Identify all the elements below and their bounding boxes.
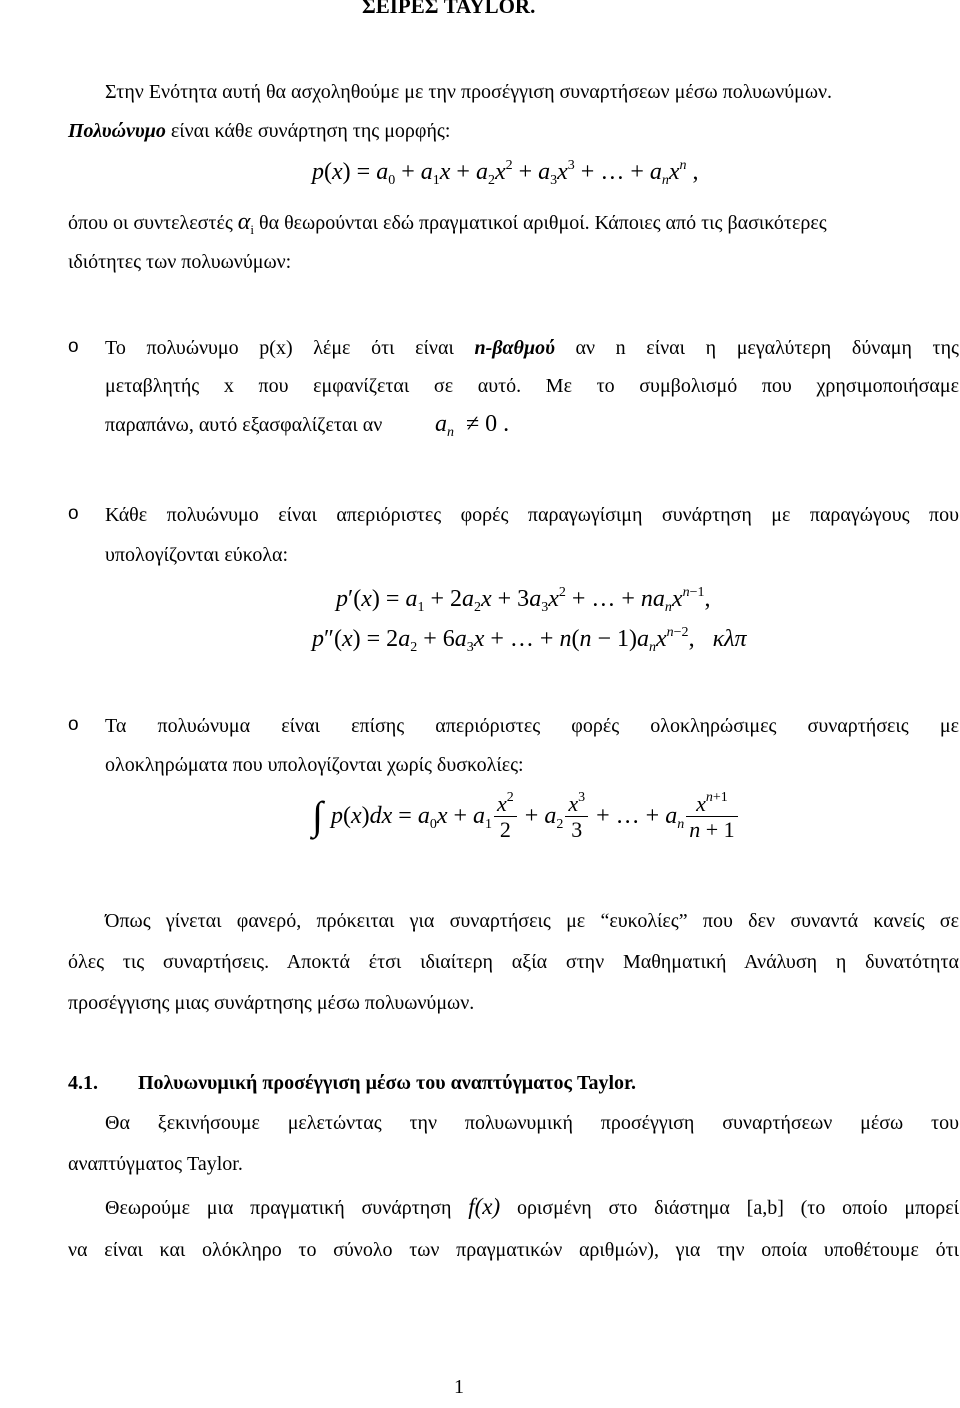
integral-formula: ∫ $p(x)dx = a_0x + a_1$ $\frac{x^2}{2}$ + $a_2$ $\frac{x^3}{3}$ + … + $a_n$ $\frac{x^{n+1}}{n + 1}$	[312, 792, 740, 843]
bullet-1-line-3: παραπάνω, αυτό εξασφαλίζεται αν	[105, 414, 383, 436]
alpha-symbol: α	[237, 209, 251, 235]
conclusion-line-1: Όπως γίνεται φανερό, πρόκειται για συναρτήσεις με “ευκολίες” που δεν συναντά κανείς σε	[105, 910, 959, 932]
intro-line-3-end: θα θεωρούνται εδώ πραγματικοί αριθμοί. Κάποιες από τις βασικότερες	[254, 212, 827, 234]
section-p1-line-2: αναπτύγματος Taylor.	[68, 1153, 243, 1175]
page-title: ΣΕΙΡΕΣ TAYLOR.	[362, 0, 536, 18]
intro-line-2	[68, 119, 450, 143]
bullet-3-line-2: ολοκληρώματα που υπολογίζονται χωρίς δυσκολίες:	[105, 754, 524, 776]
bullet-marker: o	[68, 336, 79, 357]
bullet-3-line-1: Τα πολυώνυμα είναι επίσης απεριόριστες φορές ολοκληρώσιμες συναρτήσεις με	[105, 715, 959, 737]
page-number: 1	[454, 1376, 464, 1398]
intro-line-3	[68, 210, 827, 242]
an-not-zero-formula: $a_n \ne 0$ .	[435, 411, 510, 440]
bullet-1-line-2: μεταβλητής x που εμφανίζεται σε αυτό. Με το συμβολισμό που χρησιμοποιήσαμε	[105, 375, 959, 397]
bullet-1-text-b: αν n είναι η μεγαλύτερη δύναμη της	[554, 337, 959, 359]
bullet-1-emphasis: n-βαθμού	[474, 337, 555, 359]
section-p2-text-a: Θεωρούμε μια πραγματική συνάρτηση	[105, 1197, 469, 1219]
section-p2-line-2: να είναι και ολόκληρο το σύνολο των πραγματικών αριθμών), για την οποία υποθέτουμε ότι	[68, 1239, 959, 1261]
section-title: Πολυωνυμική προσέγγιση μέσω του αναπτύγματος Taylor.	[138, 1072, 637, 1094]
section-p2-text-b: ορισμένη στο διάστημα [a,b] (το οποίο μπορεί	[500, 1197, 959, 1219]
second-derivative-formula: $p''(x) = 2a_2 + 6a_3x$ + … + $n(n - 1)a_nx^{n-2}$, κλπ	[312, 625, 747, 655]
etc-label: κλπ	[712, 626, 747, 652]
intro-line-3-start: όπου οι συντελεστές	[68, 212, 238, 234]
bullet-2-line-2: υπολογίζονται εύκολα:	[105, 544, 289, 566]
conclusion-line-3: προσέγγισης μιας συνάρτησης μέσω πολυωνύμων.	[68, 992, 475, 1014]
alpha-subscript: i	[250, 222, 255, 237]
section-p1-line-1: Θα ξεκινήσουμε μελετώντας την πολυωνυμική προσέγγιση συναρτήσεων μέσω του	[105, 1112, 959, 1134]
bullet-1-text-a: Το πολυώνυμο p(x) λέμε ότι είναι	[105, 337, 475, 359]
intro-line-4: ιδιότητες των πολυωνύμων:	[68, 251, 292, 273]
bullet-1-line-1	[105, 336, 959, 360]
first-derivative-formula: $p'(x) = a_1 + 2a_2x + 3a_3x^2$ + … + $na_nx^{n-1}$,	[336, 585, 711, 615]
polynomial-def-text: είναι κάθε συνάρτηση της μορφής:	[165, 120, 451, 142]
section-number: 4.1.	[68, 1072, 98, 1094]
function-symbol: f(x)	[468, 1194, 501, 1219]
section-p2-line-1	[105, 1195, 959, 1220]
intro-line-1: Στην Ενότητα αυτή θα ασχοληθούμε με την προσέγγιση συναρτήσεων μέσω πολυωνύμων.	[105, 81, 833, 103]
conclusion-line-2: όλες τις συναρτήσεις. Αποκτά έτσι ιδιαίτερη αξία στην Μαθηματική Ανάλυση η δυνατότητα	[68, 951, 959, 973]
polynomial-term: Πολυώνυμο	[68, 120, 166, 142]
bullet-marker: o	[68, 503, 79, 524]
bullet-2-line-1: Κάθε πολυώνυμο είναι απεριόριστες φορές παραγωγίσιμη συνάρτηση με παραγώγους που	[105, 504, 959, 526]
bullet-marker: o	[68, 714, 79, 735]
polynomial-formula: $p(x) = a_0 + a_1x + a_2x^2 + a_3x^3$ + … + $a_nx^n$ ,	[312, 158, 699, 188]
